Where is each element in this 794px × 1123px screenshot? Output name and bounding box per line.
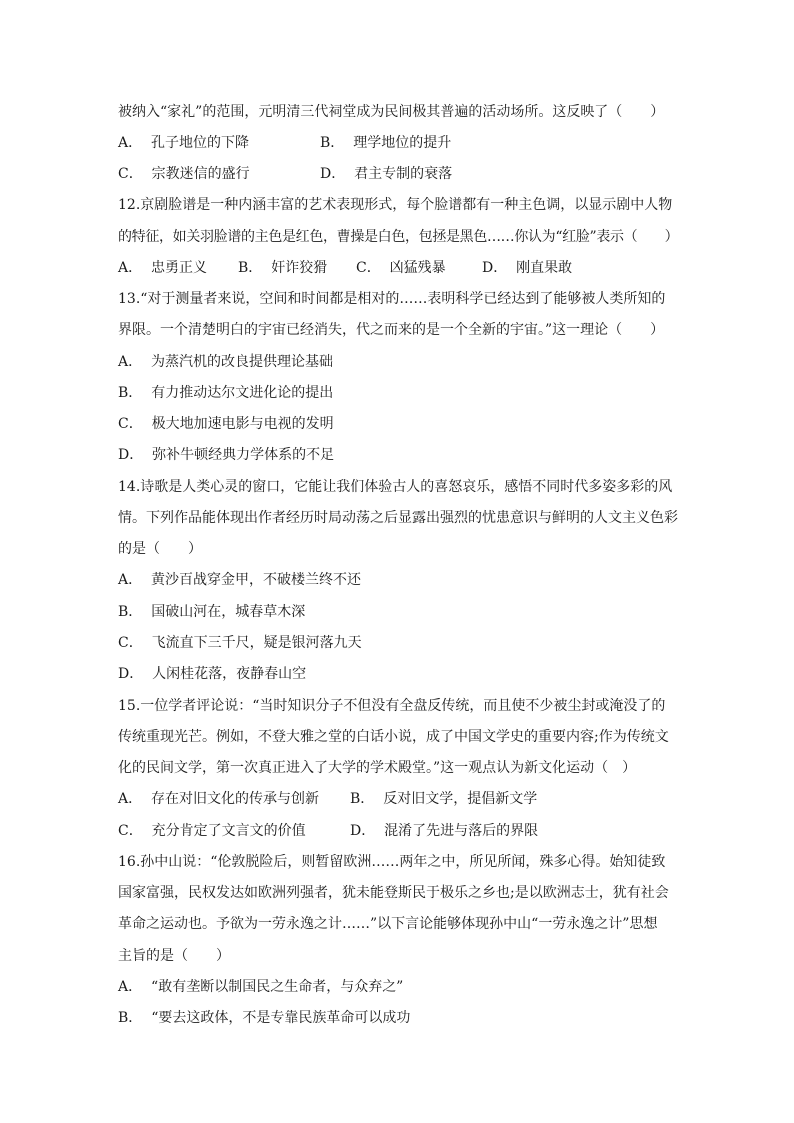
- q14-stem-line-3: 的是（ ）: [118, 541, 202, 557]
- q12-option-a[interactable]: A． 忠勇正义: [118, 260, 208, 276]
- q11-stem-line: 被纳入“家礼”的范围，元明清三代祠堂成为民间极其普遍的活动场所。这反映了（ ）: [118, 104, 665, 120]
- q13-option-a[interactable]: A． 为蒸汽机的改良提供理论基础: [118, 354, 334, 370]
- q14-option-d[interactable]: D． 人闲桂花落，夜静春山空: [118, 666, 307, 682]
- q14-option-b[interactable]: B． 国破山河在，城春草木深: [118, 604, 306, 620]
- q16-stem-line-3: 革命之运动也。予欲为一劳永逸之计……”以下言论能够体现孙中山“一劳永逸之计”思想: [118, 916, 658, 932]
- q14-stem-line-2: 情。下列作品能体现出作者经历时局动荡之后显露出强烈的忧患意识与鲜明的人文主义色彩: [118, 510, 678, 526]
- q15-stem-line-2: 传统重现光芒。例如，不登大雅之堂的白话小说，成了中国文学史的重要内容;作为传统文: [118, 729, 669, 745]
- q16-option-b[interactable]: B． “要去这政体，不是专靠民族革命可以成功: [118, 1010, 411, 1026]
- q14-option-a[interactable]: A． 黄沙百战穿金甲，不破楼兰终不还: [118, 572, 362, 588]
- q12-stem-line-2: 的特征，如关羽脸谱的主色是红色，曹操是白色，包拯是黑色……你认为“红脸”表示（ ）: [118, 229, 679, 245]
- q15-option-d[interactable]: D． 混淆了先进与落后的界限: [350, 823, 539, 839]
- q13-option-b[interactable]: B． 有力推动达尔文进化论的提出: [118, 385, 334, 401]
- q15-stem-line-3: 化的民间文学，第一次真正进入了大学的学术殿堂。”这一观点认为新文化运动（ ）: [118, 760, 637, 776]
- q11-option-d[interactable]: D． 君主专制的衰落: [320, 166, 453, 182]
- q12-option-b[interactable]: B． 奸诈狡猾: [238, 260, 328, 276]
- q15-option-c[interactable]: C． 充分肯定了文言文的价值: [118, 823, 306, 839]
- q16-stem-line-1: 16.孙中山说：“伦敦脱险后，则暂留欧洲……两年之中，所见所闻，殊多心得。始知徒致: [118, 854, 666, 870]
- q13-option-c[interactable]: C． 极大地加速电影与电视的发明: [118, 416, 334, 432]
- q11-option-c[interactable]: C． 宗教迷信的盛行: [118, 166, 250, 182]
- q11-option-a[interactable]: A． 孔子地位的下降: [118, 135, 250, 151]
- q16-option-a[interactable]: A． “敢有垄断以制国民之生命者，与众弃之”: [118, 979, 404, 995]
- q11-option-b[interactable]: B． 理学地位的提升: [320, 135, 452, 151]
- q13-stem-line-1: 13.“对于测量者来说，空间和时间都是相对的……表明科学已经达到了能够被人类所知的: [118, 291, 666, 307]
- q12-option-d[interactable]: D． 刚直果敢: [482, 260, 573, 276]
- q12-option-c[interactable]: C． 凶猛残暴: [356, 260, 446, 276]
- q13-stem-line-2: 界限。一个清楚明白的宇宙已经消失，代之而来的是一个全新的宇宙。”这一理论（ ）: [118, 322, 665, 338]
- q14-option-c[interactable]: C． 飞流直下三千尺，疑是银河落九天: [118, 635, 362, 651]
- q16-stem-line-2: 国家富强，民权发达如欧洲列强者，犹未能登斯民于极乐之乡也;是以欧洲志士，犹有社会: [118, 885, 669, 901]
- q15-option-b[interactable]: B． 反对旧文学，提倡新文学: [350, 791, 538, 807]
- q13-option-d[interactable]: D． 弥补牛顿经典力学体系的不足: [118, 447, 335, 463]
- q12-stem-line-1: 12.京剧脸谱是一种内涵丰富的艺术表现形式，每个脸谱都有一种主色调，以显示剧中人物: [118, 197, 673, 213]
- q15-stem-line-1: 15.一位学者评论说：“当时知识分子不但没有全盘反传统，而且使不少被尘封或淹没了的: [118, 698, 666, 714]
- q15-option-a[interactable]: A． 存在对旧文化的传承与创新: [118, 791, 320, 807]
- q14-stem-line-1: 14.诗歌是人类心灵的窗口，它能让我们体验古人的喜怒哀乐，感悟不同时代多姿多彩的风: [118, 479, 673, 495]
- q16-stem-line-4: 主旨的是（ ）: [118, 948, 230, 964]
